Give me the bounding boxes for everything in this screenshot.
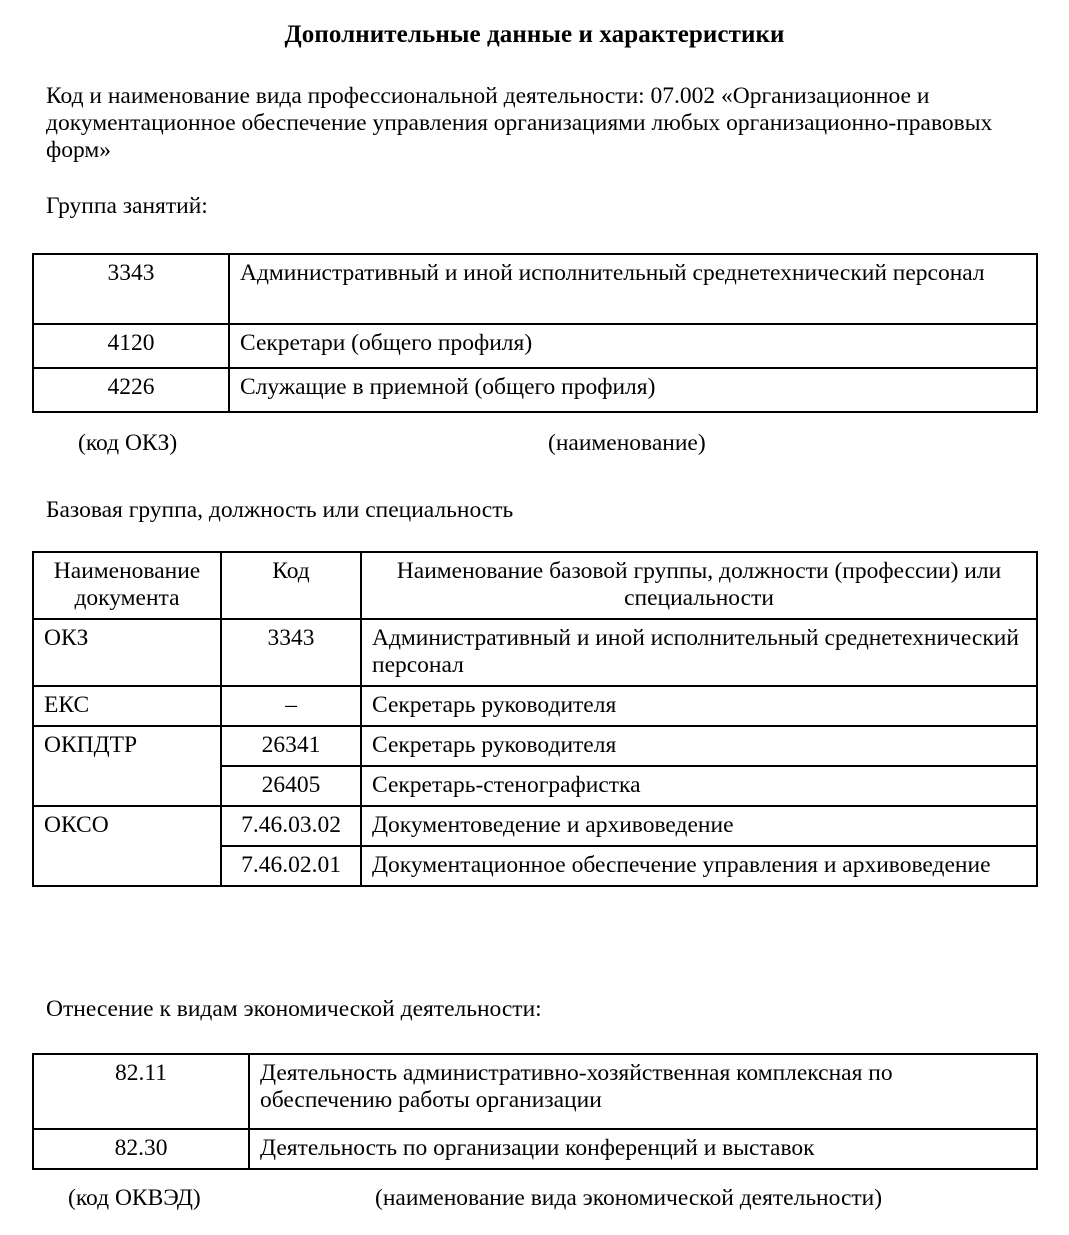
page-title: Дополнительные данные и характеристики <box>284 21 785 48</box>
table-row <box>33 726 1037 766</box>
basegroup-header-document: Наименование документа <box>33 552 221 619</box>
basegroup-name-cell: Секретарь руководителя <box>361 726 1037 766</box>
basegroup-code-cell: 7.46.02.01 <box>221 846 361 886</box>
section-label-basegroup: Базовая группа, должность или специальность <box>46 497 514 523</box>
table-row <box>33 254 1037 324</box>
basegroup-name-cell: Документоведение и архивоведение <box>361 806 1037 846</box>
basegroup-document-cell: ОКСО <box>33 806 221 886</box>
econ-code-cell: 82.11 <box>33 1054 249 1129</box>
table-row <box>33 1129 1037 1169</box>
econ-caption-name: (наименование вида экономической деятельности) <box>375 1185 883 1211</box>
basegroup-document-cell: ОКЗ <box>33 619 221 686</box>
occupation-code-cell: 4120 <box>33 324 229 368</box>
basegroup-code-cell: 26341 <box>221 726 361 766</box>
basegroup-header-code: Код <box>221 552 361 619</box>
occupations-caption-name: (наименование) <box>548 430 706 456</box>
table-row <box>33 806 1037 846</box>
basegroup-name-cell: Секретарь-стенографистка <box>361 766 1037 806</box>
occupation-code-cell: 4226 <box>33 368 229 412</box>
table-row <box>33 619 1037 686</box>
basegroup-code-cell: 3343 <box>221 619 361 686</box>
occupations-caption-code: (код ОКЗ) <box>78 430 178 456</box>
occupation-name-cell: Секретари (общего профиля) <box>229 324 1037 368</box>
occupation-name-cell: Административный и иной исполнительный среднетехнический персонал <box>229 254 1037 324</box>
econ-code-cell: 82.30 <box>33 1129 249 1169</box>
table-row <box>33 324 1037 368</box>
econ-name-cell: Деятельность административно-хозяйственная комплексная по обеспечению работы организации <box>249 1054 1037 1129</box>
basegroup-code-cell: 7.46.03.02 <box>221 806 361 846</box>
basegroup-table <box>32 551 1038 887</box>
basegroup-code-cell: – <box>221 686 361 726</box>
table-row <box>33 368 1037 412</box>
table-header-row <box>33 552 1037 619</box>
occupation-code-cell: 3343 <box>33 254 229 324</box>
basegroup-header-name: Наименование базовой группы, должности (профессии) или специальности <box>361 552 1037 619</box>
basegroup-code-cell: 26405 <box>221 766 361 806</box>
section-label-occupations: Группа занятий: <box>46 193 208 219</box>
basegroup-document-cell: ЕКС <box>33 686 221 726</box>
econ-caption-code: (код ОКВЭД) <box>68 1185 201 1211</box>
occupations-table <box>32 253 1038 413</box>
section-label-econ: Отнесение к видам экономической деятельности: <box>46 996 542 1022</box>
table-row <box>33 686 1037 726</box>
table-row <box>33 1054 1037 1129</box>
basegroup-name-cell: Секретарь руководителя <box>361 686 1037 726</box>
econ-table <box>32 1053 1038 1170</box>
basegroup-name-cell: Документационное обеспечение управления и архивоведение <box>361 846 1037 886</box>
intro-paragraph: Код и наименование вида профессиональной деятельности: 07.002 «Организационное и документационное обеспечение управления организациями любых организационно-правовых форм» <box>46 83 993 163</box>
econ-name-cell: Деятельность по организации конференций и выставок <box>249 1129 1037 1169</box>
basegroup-name-cell: Административный и иной исполнительный среднетехнический персонал <box>361 619 1037 686</box>
occupation-name-cell: Служащие в приемной (общего профиля) <box>229 368 1037 412</box>
basegroup-document-cell: ОКПДТР <box>33 726 221 806</box>
